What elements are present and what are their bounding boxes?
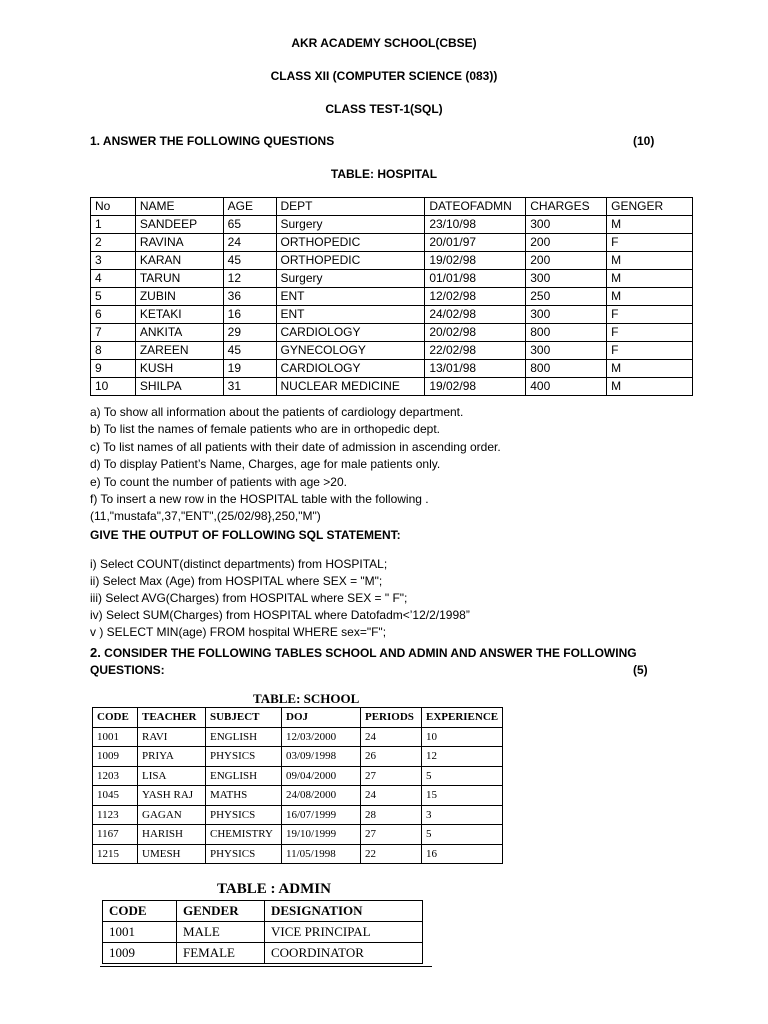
output-section-title: GIVE THE OUTPUT OF FOLLOWING SQL STATEMENT: [90, 528, 401, 542]
hospital-table-cell: ENT [276, 288, 425, 306]
school-table-cell: 1123 [93, 805, 138, 825]
school-table-cell: 26 [361, 747, 422, 767]
school-table-cell: 22 [361, 844, 422, 864]
hospital-table-cell: M [607, 270, 693, 288]
hospital-table-cell: 300 [526, 270, 607, 288]
admin-table-header-cell: GENDER [177, 901, 265, 922]
hospital-table-header-cell: No [91, 198, 136, 216]
hospital-table-cell: F [607, 306, 693, 324]
school-table-row [93, 747, 503, 767]
question-2-text: CONSIDER THE FOLLOWING TABLES SCHOOL AND ADMIN AND ANSWER THE FOLLOWING [100, 646, 637, 660]
hospital-table-cell: 31 [223, 378, 276, 396]
hospital-table-row [91, 342, 693, 360]
hospital-table-row [91, 360, 693, 378]
hospital-table-cell: ZAREEN [135, 342, 223, 360]
school-table-cell: RAVI [138, 727, 206, 747]
hospital-table-cell: F [607, 342, 693, 360]
admin-table-row [103, 922, 423, 943]
hospital-table-cell: 2 [91, 234, 136, 252]
hospital-table-row [91, 324, 693, 342]
hospital-table-cell: 01/01/98 [425, 270, 526, 288]
hospital-table-cell: 12/02/98 [425, 288, 526, 306]
sql-statement: v ) SELECT MIN(age) FROM hospital WHERE sex="F"; [90, 625, 387, 639]
question-item: (11,"mustafa",37,"ENT",(25/02/98},250,"M") [90, 509, 321, 524]
school-table-cell: ENGLISH [206, 727, 282, 747]
school-table-row [93, 805, 503, 825]
school-table-cell: PHYSICS [206, 844, 282, 864]
school-table-cell: 1009 [93, 747, 138, 767]
hospital-table-cell: 65 [223, 216, 276, 234]
admin-table-cell: VICE PRINCIPAL [265, 922, 423, 943]
hospital-table-cell: 10 [91, 378, 136, 396]
class-title: CLASS XII (COMPUTER SCIENCE (083)) [270, 69, 498, 83]
hospital-table-cell: 8 [91, 342, 136, 360]
hospital-table-cell: KARAN [135, 252, 223, 270]
school-name: AKR ACADEMY SCHOOL(CBSE) [291, 36, 477, 50]
school-table-cell: 5 [422, 825, 503, 845]
question-item: a) To show all information about the patients of cardiology department. [90, 405, 464, 419]
admin-table-cell: 1009 [103, 943, 177, 964]
hospital-table-cell: 250 [526, 288, 607, 306]
hospital-table-cell: 3 [91, 252, 136, 270]
hospital-table-header-cell: DEPT [276, 198, 425, 216]
school-table-cell: CHEMISTRY [206, 825, 282, 845]
hospital-table-cell: 4 [91, 270, 136, 288]
hospital-table-cell: M [607, 216, 693, 234]
school-table-title: TABLE: SCHOOL [253, 691, 360, 706]
school-table-cell: 03/09/1998 [282, 747, 361, 767]
hospital-table-cell: 16 [223, 306, 276, 324]
school-table-row [93, 844, 503, 864]
question-2-number: 2. [90, 645, 101, 660]
hospital-table-cell: NUCLEAR MEDICINE [276, 378, 425, 396]
admin-table-header-row [103, 901, 423, 922]
school-table-cell: 1001 [93, 727, 138, 747]
school-table-cell: 12/03/2000 [282, 727, 361, 747]
question-item: d) To display Patient’s Name, Charges, age for male patients only. [90, 457, 441, 472]
hospital-table-cell: 12 [223, 270, 276, 288]
question-2-line2: QUESTIONS: [90, 663, 165, 677]
sql-statement: ii) Select Max (Age) from HOSPITAL where SEX = "M"; [90, 574, 383, 588]
hospital-table-header-cell: CHARGES [526, 198, 607, 216]
question-item: b) To list the names of female patients who are in orthopedic dept. [90, 422, 440, 437]
school-table-header-row [93, 708, 503, 728]
hospital-table-cell: Surgery [276, 216, 425, 234]
school-table-cell: MATHS [206, 786, 282, 806]
hospital-table-cell: 22/02/98 [425, 342, 526, 360]
question-item: c) To list names of all patients with their date of admission in ascending order. [90, 439, 501, 454]
school-table-cell: 09/04/2000 [282, 766, 361, 786]
school-table-cell: 10 [422, 727, 503, 747]
hospital-table-cell: ZUBIN [135, 288, 223, 306]
school-table-header-cell: EXPERIENCE [422, 708, 503, 728]
school-table-cell: LISA [138, 766, 206, 786]
hospital-table-cell: 24/02/98 [425, 306, 526, 324]
hospital-table-cell: M [607, 378, 693, 396]
question-item: f) To insert a new row in the HOSPITAL table with the following . [90, 492, 429, 506]
hospital-table-header-row [91, 198, 693, 216]
hospital-table-cell: 7 [91, 324, 136, 342]
question-1-title: 1. ANSWER THE FOLLOWING QUESTIONS [90, 134, 335, 148]
hospital-table-cell: ORTHOPEDIC [276, 252, 425, 270]
hospital-table-title: TABLE: HOSPITAL [330, 167, 438, 181]
hospital-table-cell: TARUN [135, 270, 223, 288]
hospital-table-cell: SANDEEP [135, 216, 223, 234]
hospital-table [90, 197, 693, 396]
hospital-table-cell: 9 [91, 360, 136, 378]
school-table-cell: 1203 [93, 766, 138, 786]
hospital-table-cell: M [607, 360, 693, 378]
admin-table-header-cell: CODE [103, 901, 177, 922]
school-table-cell: 1167 [93, 825, 138, 845]
hospital-table-cell: 300 [526, 342, 607, 360]
question-2-title [90, 645, 637, 660]
hospital-table-cell: M [607, 288, 693, 306]
school-table-header-cell: DOJ [282, 708, 361, 728]
school-table-cell: 15 [422, 786, 503, 806]
admin-table-cell: MALE [177, 922, 265, 943]
hospital-table-cell: 200 [526, 234, 607, 252]
hospital-table-header-cell: NAME [135, 198, 223, 216]
hospital-table-header-cell: GENGER [607, 198, 693, 216]
school-table-cell: 24 [361, 786, 422, 806]
hospital-table-cell: ORTHOPEDIC [276, 234, 425, 252]
school-table-cell: PRIYA [138, 747, 206, 767]
admin-table-cell: COORDINATOR [265, 943, 423, 964]
bottom-rule [100, 966, 432, 967]
hospital-table-row [91, 306, 693, 324]
hospital-table-cell: 24 [223, 234, 276, 252]
admin-table-row [103, 943, 423, 964]
school-table-row [93, 766, 503, 786]
hospital-table-cell: ANKITA [135, 324, 223, 342]
school-table-cell: 1215 [93, 844, 138, 864]
sql-statement: i) Select COUNT(distinct departments) from HOSPITAL; [90, 557, 388, 571]
hospital-table-cell: F [607, 234, 693, 252]
school-table-cell: 16/07/1999 [282, 805, 361, 825]
question-2-marks: (5) [633, 663, 648, 677]
hospital-table-cell: 1 [91, 216, 136, 234]
hospital-table-cell: 300 [526, 216, 607, 234]
admin-table-header-cell: DESIGNATION [265, 901, 423, 922]
admin-table-cell: FEMALE [177, 943, 265, 964]
school-table-cell: 16 [422, 844, 503, 864]
test-title: CLASS TEST-1(SQL) [325, 102, 443, 116]
school-table-cell: HARISH [138, 825, 206, 845]
question-item: e) To count the number of patients with age >20. [90, 474, 347, 489]
hospital-table-cell: 5 [91, 288, 136, 306]
school-table-row [93, 825, 503, 845]
school-table-header-cell: SUBJECT [206, 708, 282, 728]
school-table-cell: 11/05/1998 [282, 844, 361, 864]
school-table-cell: 28 [361, 805, 422, 825]
hospital-table-row [91, 288, 693, 306]
hospital-table-cell: 45 [223, 252, 276, 270]
school-table-header-cell: TEACHER [138, 708, 206, 728]
hospital-table-cell: 19/02/98 [425, 378, 526, 396]
school-table-cell: PHYSICS [206, 805, 282, 825]
hospital-table-cell: SHILPA [135, 378, 223, 396]
school-table-row [93, 786, 503, 806]
hospital-table-cell: Surgery [276, 270, 425, 288]
school-table-cell: 3 [422, 805, 503, 825]
school-table-cell: 24/08/2000 [282, 786, 361, 806]
hospital-table-cell: 23/10/98 [425, 216, 526, 234]
school-table-cell: UMESH [138, 844, 206, 864]
sql-statement: iv) Select SUM(Charges) from HOSPITAL where Datofadm<’12/2/1998” [90, 608, 470, 622]
hospital-table-row [91, 270, 693, 288]
school-table-cell: 27 [361, 766, 422, 786]
school-table-cell: 1045 [93, 786, 138, 806]
hospital-table-row [91, 378, 693, 396]
admin-table [102, 900, 423, 964]
hospital-table-cell: GYNECOLOGY [276, 342, 425, 360]
question-1-marks: (10) [633, 134, 655, 148]
hospital-table-cell: 45 [223, 342, 276, 360]
school-table-header-cell: CODE [93, 708, 138, 728]
hospital-table-cell: F [607, 324, 693, 342]
school-table [92, 707, 503, 864]
hospital-table-cell: 13/01/98 [425, 360, 526, 378]
hospital-table-row [91, 234, 693, 252]
school-table-header-cell: PERIODS [361, 708, 422, 728]
school-table-cell: 24 [361, 727, 422, 747]
school-table-cell: 5 [422, 766, 503, 786]
hospital-table-cell: 29 [223, 324, 276, 342]
hospital-table-cell: 19 [223, 360, 276, 378]
hospital-table-cell: 36 [223, 288, 276, 306]
hospital-table-cell: 200 [526, 252, 607, 270]
hospital-table-header-cell: AGE [223, 198, 276, 216]
hospital-table-cell: 300 [526, 306, 607, 324]
admin-table-cell: 1001 [103, 922, 177, 943]
hospital-table-cell: 20/01/97 [425, 234, 526, 252]
school-table-row [93, 727, 503, 747]
hospital-table-cell: 20/02/98 [425, 324, 526, 342]
hospital-table-row [91, 216, 693, 234]
admin-table-title: TABLE : ADMIN [217, 881, 331, 897]
hospital-table-cell: RAVINA [135, 234, 223, 252]
school-table-cell: 12 [422, 747, 503, 767]
school-table-cell: YASH RAJ [138, 786, 206, 806]
hospital-table-cell: CARDIOLOGY [276, 360, 425, 378]
hospital-table-cell: KUSH [135, 360, 223, 378]
sql-statement: iii) Select AVG(Charges) from HOSPITAL where SEX = " F"; [90, 591, 408, 605]
hospital-table-cell: ENT [276, 306, 425, 324]
hospital-table-cell: 19/02/98 [425, 252, 526, 270]
hospital-table-cell: 800 [526, 324, 607, 342]
hospital-table-cell: M [607, 252, 693, 270]
school-table-cell: GAGAN [138, 805, 206, 825]
hospital-table-cell: CARDIOLOGY [276, 324, 425, 342]
hospital-table-header-cell: DATEOFADMN [425, 198, 526, 216]
hospital-table-row [91, 252, 693, 270]
hospital-table-cell: 800 [526, 360, 607, 378]
school-table-cell: 27 [361, 825, 422, 845]
school-table-cell: PHYSICS [206, 747, 282, 767]
hospital-table-cell: 400 [526, 378, 607, 396]
hospital-table-cell: KETAKI [135, 306, 223, 324]
school-table-cell: 19/10/1999 [282, 825, 361, 845]
school-table-cell: ENGLISH [206, 766, 282, 786]
hospital-table-cell: 6 [91, 306, 136, 324]
